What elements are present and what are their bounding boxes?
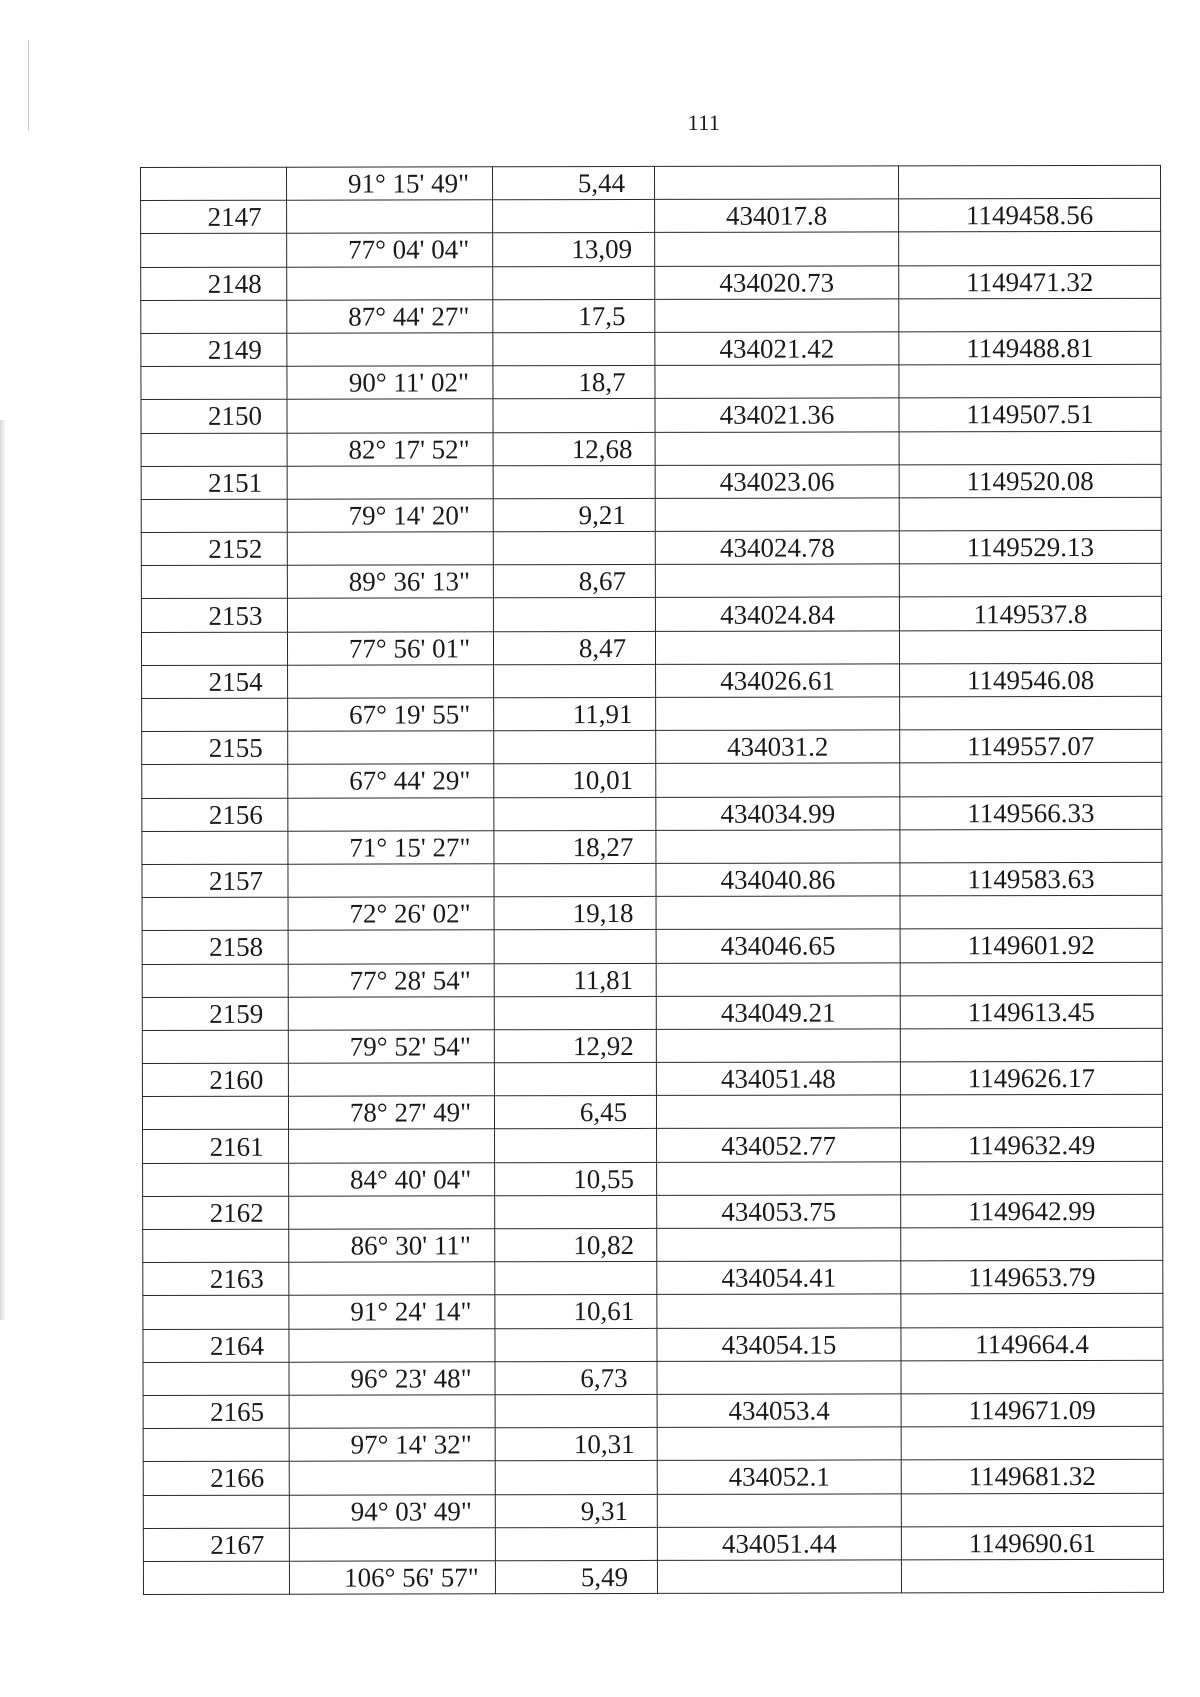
point-row (143, 1526, 1163, 1561)
y-coordinate-cell: 1149529.13 (899, 530, 1161, 564)
point-row (141, 464, 1161, 499)
point-number-cell: 2165 (143, 1395, 289, 1428)
angle-cell (289, 1328, 495, 1362)
y-coordinate-cell (899, 298, 1161, 332)
distance-cell: 11,81 (494, 963, 656, 997)
angle-cell: 82° 17' 52" (287, 432, 493, 466)
angle-cell: 72° 26' 02" (288, 897, 494, 931)
point-number-cell (141, 499, 287, 532)
point-row (141, 199, 1161, 234)
y-coordinate-cell (900, 895, 1162, 929)
x-coordinate-cell (656, 763, 900, 797)
y-coordinate-cell: 1149583.63 (900, 862, 1162, 896)
point-row (142, 1061, 1162, 1096)
point-number-cell: 2157 (142, 864, 288, 897)
angle-cell (287, 399, 493, 433)
x-coordinate-cell (655, 631, 899, 665)
y-coordinate-cell: 1149566.33 (900, 796, 1162, 830)
y-coordinate-cell (901, 1493, 1163, 1527)
point-number-cell: 2148 (141, 267, 287, 300)
angle-cell: 79° 52' 54" (288, 1030, 494, 1064)
x-coordinate-cell (655, 564, 899, 598)
segment-row (143, 1493, 1163, 1528)
y-coordinate-cell (899, 564, 1161, 598)
x-coordinate-cell: 434051.48 (656, 1062, 900, 1096)
x-coordinate-cell (657, 1493, 901, 1527)
distance-cell (493, 598, 655, 632)
distance-cell (495, 1129, 657, 1163)
distance-cell (495, 1262, 657, 1296)
point-number-cell (143, 1428, 289, 1461)
x-coordinate-cell: 434034.99 (656, 796, 900, 830)
point-number-cell: 2167 (143, 1528, 289, 1561)
x-coordinate-cell: 434046.65 (656, 929, 900, 963)
y-coordinate-cell (900, 763, 1162, 797)
distance-cell (493, 465, 655, 499)
distance-cell (494, 863, 656, 897)
y-coordinate-cell (899, 630, 1161, 664)
segment-row (142, 1028, 1162, 1063)
angle-cell: 89° 36' 13" (287, 565, 493, 599)
distance-cell (494, 664, 656, 698)
angle-cell (288, 1063, 494, 1097)
angle-cell (288, 731, 494, 765)
point-row (143, 1327, 1163, 1362)
segment-row (142, 829, 1162, 864)
point-row (142, 929, 1162, 964)
point-number-cell (143, 1163, 289, 1196)
x-coordinate-cell (656, 830, 900, 864)
x-coordinate-cell: 434054.41 (657, 1261, 901, 1295)
point-number-cell: 2160 (142, 1063, 288, 1096)
x-coordinate-cell: 434017.8 (655, 199, 899, 233)
y-coordinate-cell: 1149626.17 (900, 1061, 1162, 1095)
angle-cell (288, 996, 494, 1030)
y-coordinate-cell: 1149471.32 (899, 265, 1161, 299)
angle-cell (288, 797, 494, 831)
angle-cell: 77° 56' 01" (287, 631, 493, 665)
y-coordinate-cell (900, 962, 1162, 996)
distance-cell: 17,5 (493, 299, 655, 333)
point-number-cell (142, 1096, 288, 1129)
distance-cell (495, 1394, 657, 1428)
point-number-cell: 2149 (141, 333, 287, 366)
x-coordinate-cell (657, 1294, 901, 1328)
distance-cell: 12,92 (494, 1029, 656, 1063)
x-coordinate-cell (656, 1029, 900, 1063)
y-coordinate-cell: 1149664.4 (901, 1327, 1163, 1361)
distance-cell: 10,01 (494, 764, 656, 798)
y-coordinate-cell: 1149613.45 (900, 995, 1162, 1029)
point-number-cell: 2166 (143, 1462, 289, 1495)
x-coordinate-cell: 434024.84 (655, 597, 899, 631)
segment-row (143, 1227, 1163, 1262)
angle-cell: 94° 03' 49" (289, 1494, 495, 1528)
segment-row (141, 497, 1161, 532)
distance-cell: 10,55 (495, 1162, 657, 1196)
point-number-cell (142, 897, 288, 930)
angle-cell: 77° 28' 54" (288, 963, 494, 997)
point-number-cell: 2162 (143, 1196, 289, 1229)
point-number-cell (143, 1362, 289, 1395)
y-coordinate-cell (900, 829, 1162, 863)
angle-cell (287, 333, 493, 367)
angle-cell: 79° 14' 20" (287, 499, 493, 533)
point-number-cell: 2155 (142, 731, 288, 764)
angle-cell (289, 1129, 495, 1163)
x-coordinate-cell: 434021.42 (655, 332, 899, 366)
point-row (143, 1393, 1163, 1428)
x-coordinate-cell (655, 365, 899, 399)
point-number-cell (141, 366, 287, 399)
angle-cell: 78° 27' 49" (288, 1096, 494, 1130)
point-row (142, 796, 1162, 831)
angle-cell (289, 1395, 495, 1429)
distance-cell: 9,31 (495, 1494, 657, 1528)
x-coordinate-cell (656, 697, 900, 731)
segment-row (141, 630, 1161, 665)
point-row (141, 331, 1161, 366)
distance-cell (493, 399, 655, 433)
point-row (141, 265, 1161, 300)
distance-cell (495, 1328, 657, 1362)
point-number-cell: 2158 (142, 931, 288, 964)
segment-row (141, 564, 1161, 599)
x-coordinate-cell: 434051.44 (657, 1527, 901, 1561)
x-coordinate-cell: 434049.21 (656, 996, 900, 1030)
point-number-cell (143, 1229, 289, 1262)
segment-row (143, 1161, 1163, 1196)
point-number-cell (143, 1561, 289, 1594)
distance-cell: 6,45 (494, 1096, 656, 1130)
distance-cell: 18,27 (494, 830, 656, 864)
angle-cell: 96° 23' 48" (289, 1362, 495, 1396)
y-coordinate-cell (901, 1360, 1163, 1394)
point-number-cell (143, 1495, 289, 1528)
segment-row (142, 962, 1162, 997)
segment-row (142, 763, 1162, 798)
x-coordinate-cell (655, 498, 899, 532)
distance-cell: 5,49 (495, 1560, 657, 1594)
distance-cell: 9,21 (493, 498, 655, 532)
x-coordinate-cell: 434052.77 (657, 1128, 901, 1162)
y-coordinate-cell: 1149642.99 (901, 1194, 1163, 1228)
segment-row (142, 1095, 1162, 1130)
x-coordinate-cell: 434031.2 (656, 730, 900, 764)
y-coordinate-cell (899, 497, 1161, 531)
point-row (143, 1194, 1163, 1229)
x-coordinate-cell (657, 1162, 901, 1196)
distance-cell: 5,44 (493, 166, 655, 200)
point-row (142, 862, 1162, 897)
distance-cell (495, 1527, 657, 1561)
point-number-cell (141, 167, 287, 200)
angle-cell: 91° 15' 49" (287, 167, 493, 201)
y-coordinate-cell (899, 431, 1161, 465)
distance-cell (494, 1062, 656, 1096)
distance-cell: 18,7 (493, 366, 655, 400)
point-number-cell (142, 765, 288, 798)
angle-cell: 67° 44' 29" (288, 764, 494, 798)
x-coordinate-cell: 434053.75 (657, 1195, 901, 1229)
segment-row (143, 1559, 1163, 1594)
y-coordinate-cell (901, 1227, 1163, 1261)
y-coordinate-cell: 1149601.92 (900, 929, 1162, 963)
distance-cell: 19,18 (494, 897, 656, 931)
angle-cell (287, 200, 493, 234)
x-coordinate-cell (657, 1361, 901, 1395)
y-coordinate-cell: 1149557.07 (900, 730, 1162, 764)
y-coordinate-cell (898, 165, 1160, 199)
point-number-cell: 2151 (141, 466, 287, 499)
distance-cell: 10,82 (495, 1228, 657, 1262)
x-coordinate-cell (657, 1560, 901, 1594)
point-number-cell (142, 964, 288, 997)
point-number-cell (142, 831, 288, 864)
distance-cell: 6,73 (495, 1361, 657, 1395)
distance-cell (494, 797, 656, 831)
angle-cell: 87° 44' 27" (287, 300, 493, 334)
y-coordinate-cell: 1149653.79 (901, 1261, 1163, 1295)
distance-cell (494, 930, 656, 964)
y-coordinate-cell (900, 1095, 1162, 1129)
point-number-cell: 2161 (143, 1130, 289, 1163)
point-row (143, 1261, 1163, 1296)
y-coordinate-cell (900, 1028, 1162, 1062)
point-row (142, 995, 1162, 1030)
point-number-cell (142, 698, 288, 731)
x-coordinate-cell (656, 1095, 900, 1129)
y-coordinate-cell: 1149681.32 (901, 1460, 1163, 1494)
angle-cell (287, 465, 493, 499)
segment-row (142, 895, 1162, 930)
x-coordinate-cell (654, 166, 898, 200)
angle-cell: 90° 11' 02" (287, 366, 493, 400)
segment-row (141, 232, 1161, 267)
distance-cell: 12,68 (493, 432, 655, 466)
y-coordinate-cell (901, 1294, 1163, 1328)
point-row (143, 1128, 1163, 1163)
x-coordinate-cell: 434040.86 (656, 863, 900, 897)
distance-cell (494, 731, 656, 765)
x-coordinate-cell: 434020.73 (655, 265, 899, 299)
distance-cell: 11,91 (494, 697, 656, 731)
y-coordinate-cell: 1149488.81 (899, 331, 1161, 365)
angle-cell: 84° 40' 04" (289, 1162, 495, 1196)
segment-row (142, 696, 1162, 731)
segment-row (141, 165, 1161, 200)
segment-row (143, 1426, 1163, 1461)
x-coordinate-cell: 434052.1 (657, 1460, 901, 1494)
angle-cell: 67° 19' 55" (288, 698, 494, 732)
angle-cell: 77° 04' 04" (287, 233, 493, 267)
y-coordinate-cell: 1149632.49 (901, 1128, 1163, 1162)
angle-cell (287, 598, 493, 632)
point-number-cell (141, 632, 287, 665)
y-coordinate-cell: 1149690.61 (901, 1526, 1163, 1560)
angle-cell (288, 864, 494, 898)
x-coordinate-cell: 434021.36 (655, 398, 899, 432)
angle-cell: 106° 56' 57" (289, 1561, 495, 1595)
distance-cell (494, 996, 656, 1030)
angle-cell: 97° 14' 32" (289, 1428, 495, 1462)
coordinates-table (140, 165, 1164, 1595)
scan-shadow (0, 420, 6, 1320)
x-coordinate-cell: 434024.78 (655, 531, 899, 565)
point-number-cell: 2147 (141, 200, 287, 233)
angle-cell (288, 930, 494, 964)
distance-cell: 10,61 (495, 1295, 657, 1329)
point-number-cell: 2164 (143, 1329, 289, 1362)
point-number-cell (143, 1296, 289, 1329)
y-coordinate-cell (901, 1161, 1163, 1195)
y-coordinate-cell (901, 1426, 1163, 1460)
segment-row (143, 1360, 1163, 1395)
x-coordinate-cell (656, 896, 900, 930)
distance-cell (495, 1195, 657, 1229)
x-coordinate-cell: 434023.06 (655, 465, 899, 499)
point-number-cell: 2153 (141, 599, 287, 632)
point-row (142, 663, 1162, 698)
point-row (141, 398, 1161, 433)
point-row (142, 730, 1162, 765)
angle-cell: 91° 24' 14" (289, 1295, 495, 1329)
angle-cell (289, 1196, 495, 1230)
angle-cell (287, 266, 493, 300)
segment-row (141, 298, 1161, 333)
x-coordinate-cell (655, 431, 899, 465)
page-number: 111 (687, 110, 721, 135)
point-number-cell (142, 1030, 288, 1063)
point-number-cell: 2156 (142, 798, 288, 831)
coordinates-table-body (141, 165, 1164, 1594)
x-coordinate-cell (655, 299, 899, 333)
angle-cell (288, 665, 494, 699)
point-number-cell: 2163 (143, 1262, 289, 1295)
y-coordinate-cell: 1149520.08 (899, 464, 1161, 498)
point-number-cell: 2154 (142, 665, 288, 698)
x-coordinate-cell (655, 232, 899, 266)
x-coordinate-cell (657, 1427, 901, 1461)
distance-cell (493, 531, 655, 565)
y-coordinate-cell: 1149546.08 (900, 663, 1162, 697)
y-coordinate-cell: 1149507.51 (899, 398, 1161, 432)
y-coordinate-cell: 1149671.09 (901, 1393, 1163, 1427)
distance-cell: 13,09 (493, 233, 655, 267)
distance-cell: 8,67 (493, 565, 655, 599)
point-row (143, 1460, 1163, 1495)
x-coordinate-cell (657, 1228, 901, 1262)
distance-cell: 10,31 (495, 1428, 657, 1462)
x-coordinate-cell: 434026.61 (656, 664, 900, 698)
point-number-cell: 2150 (141, 400, 287, 433)
segment-row (143, 1294, 1163, 1329)
point-row (141, 597, 1161, 632)
distance-cell (493, 200, 655, 234)
point-number-cell: 2159 (142, 997, 288, 1030)
angle-cell: 71° 15' 27" (288, 831, 494, 865)
angle-cell (287, 532, 493, 566)
y-coordinate-cell (901, 1559, 1163, 1593)
y-coordinate-cell (899, 232, 1161, 266)
angle-cell (289, 1527, 495, 1561)
segment-row (141, 364, 1161, 399)
point-number-cell: 2152 (141, 532, 287, 565)
point-row (141, 530, 1161, 565)
y-coordinate-cell (899, 364, 1161, 398)
point-number-cell (141, 433, 287, 466)
distance-cell: 8,47 (493, 631, 655, 665)
distance-cell (493, 332, 655, 366)
angle-cell: 86° 30' 11" (289, 1229, 495, 1263)
y-coordinate-cell: 1149537.8 (899, 597, 1161, 631)
point-number-cell (141, 234, 287, 267)
distance-cell (495, 1461, 657, 1495)
y-coordinate-cell (900, 696, 1162, 730)
angle-cell (289, 1262, 495, 1296)
distance-cell (493, 266, 655, 300)
angle-cell (289, 1461, 495, 1495)
point-number-cell (141, 300, 287, 333)
x-coordinate-cell (656, 962, 900, 996)
segment-row (141, 431, 1161, 466)
x-coordinate-cell: 434053.4 (657, 1394, 901, 1428)
point-number-cell (141, 565, 287, 598)
y-coordinate-cell: 1149458.56 (899, 199, 1161, 233)
x-coordinate-cell: 434054.15 (657, 1327, 901, 1361)
